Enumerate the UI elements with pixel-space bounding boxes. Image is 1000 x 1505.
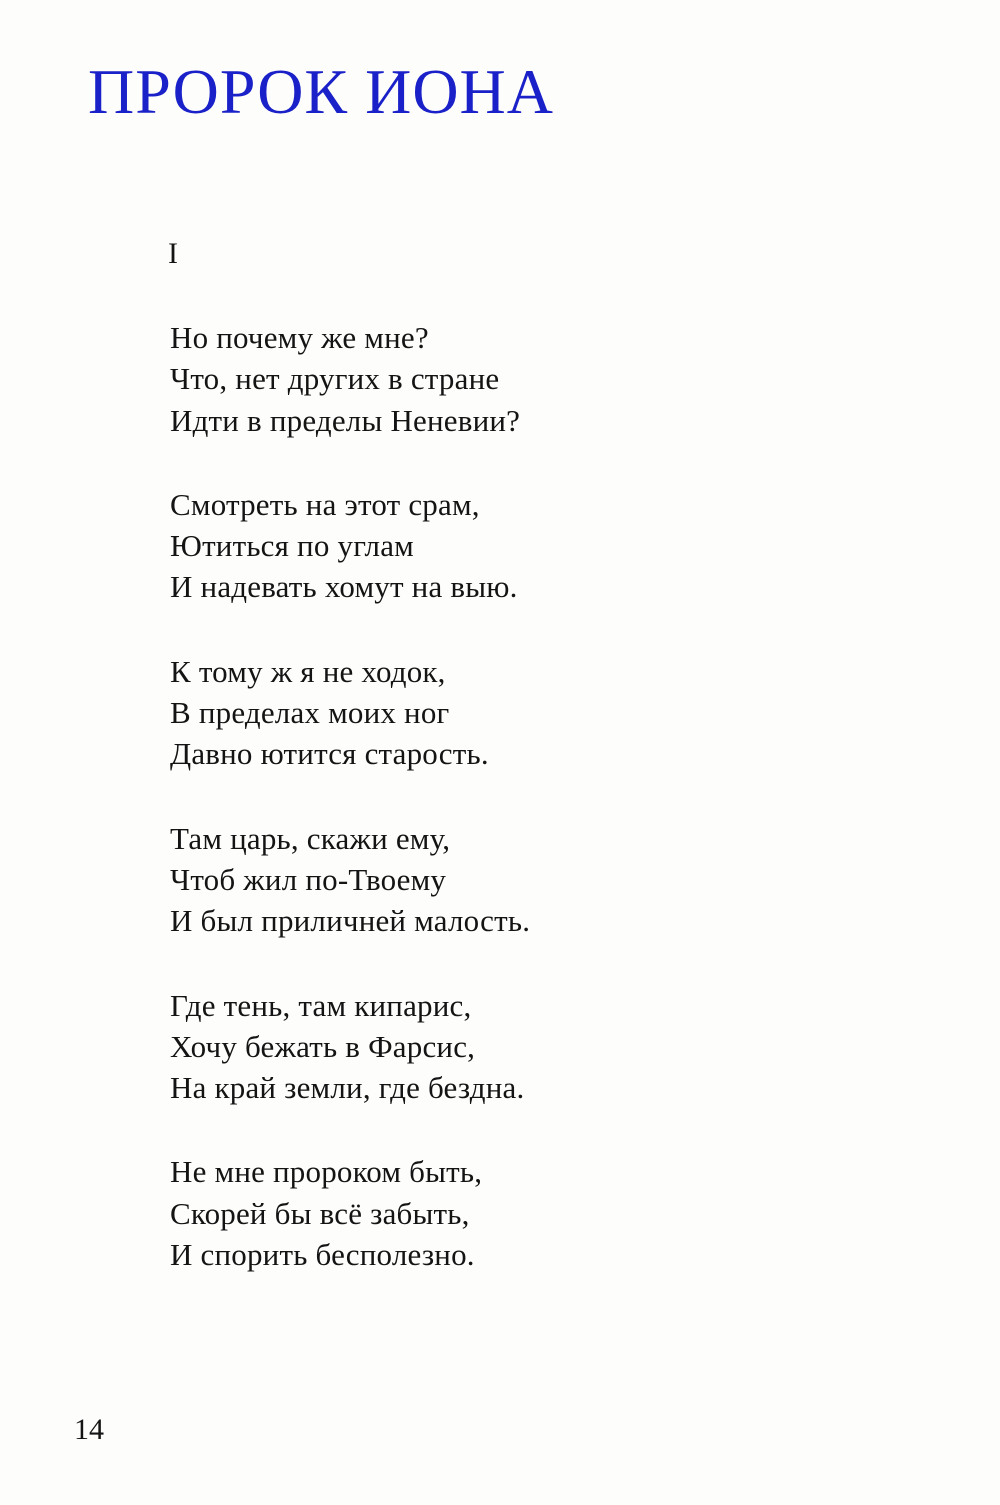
poem-line: Чтоб жил по-Твоему	[170, 861, 447, 897]
poem-line: Смотреть на этот срам,	[170, 486, 480, 522]
stanza	[170, 484, 950, 608]
poem-line: Где тень, там кипарис,	[170, 987, 472, 1023]
poem-line: Хочу бежать в Фарсис,	[170, 1028, 476, 1064]
page-title: ПРОРОК ИОНА	[88, 56, 554, 127]
poem-line: Не мне пророком быть,	[170, 1154, 483, 1190]
poem-line: И надевать хомут на выю.	[170, 569, 518, 605]
stanza	[170, 651, 950, 775]
poem-line: На край земли, где бездна.	[170, 1070, 525, 1106]
poem-line: Ютиться по углам	[170, 528, 414, 564]
poem-line: Давно ютится старость.	[170, 736, 489, 772]
poem-line: И был приличней малость.	[170, 903, 531, 939]
poem-line: Идти в пределы Неневии?	[170, 402, 521, 438]
poem-body	[170, 317, 950, 1318]
poem-line: Но почему же мне?	[170, 320, 429, 355]
poem-line: Что, нет других в стране	[170, 361, 500, 397]
page-number: 14	[74, 1413, 104, 1446]
poem-line: Скорей бы всё забыть,	[170, 1195, 470, 1231]
stanza	[170, 985, 950, 1109]
stanza	[170, 1151, 950, 1275]
poem-line: К тому ж я не ходок,	[170, 653, 446, 689]
section-number: I	[168, 237, 178, 270]
poem-line: Там царь, скажи ему,	[170, 820, 451, 856]
stanza	[170, 818, 950, 942]
poem-line: В пределах моих ног	[170, 695, 450, 731]
poem-line: И спорить бесполезно.	[170, 1237, 475, 1273]
stanza	[170, 317, 950, 441]
